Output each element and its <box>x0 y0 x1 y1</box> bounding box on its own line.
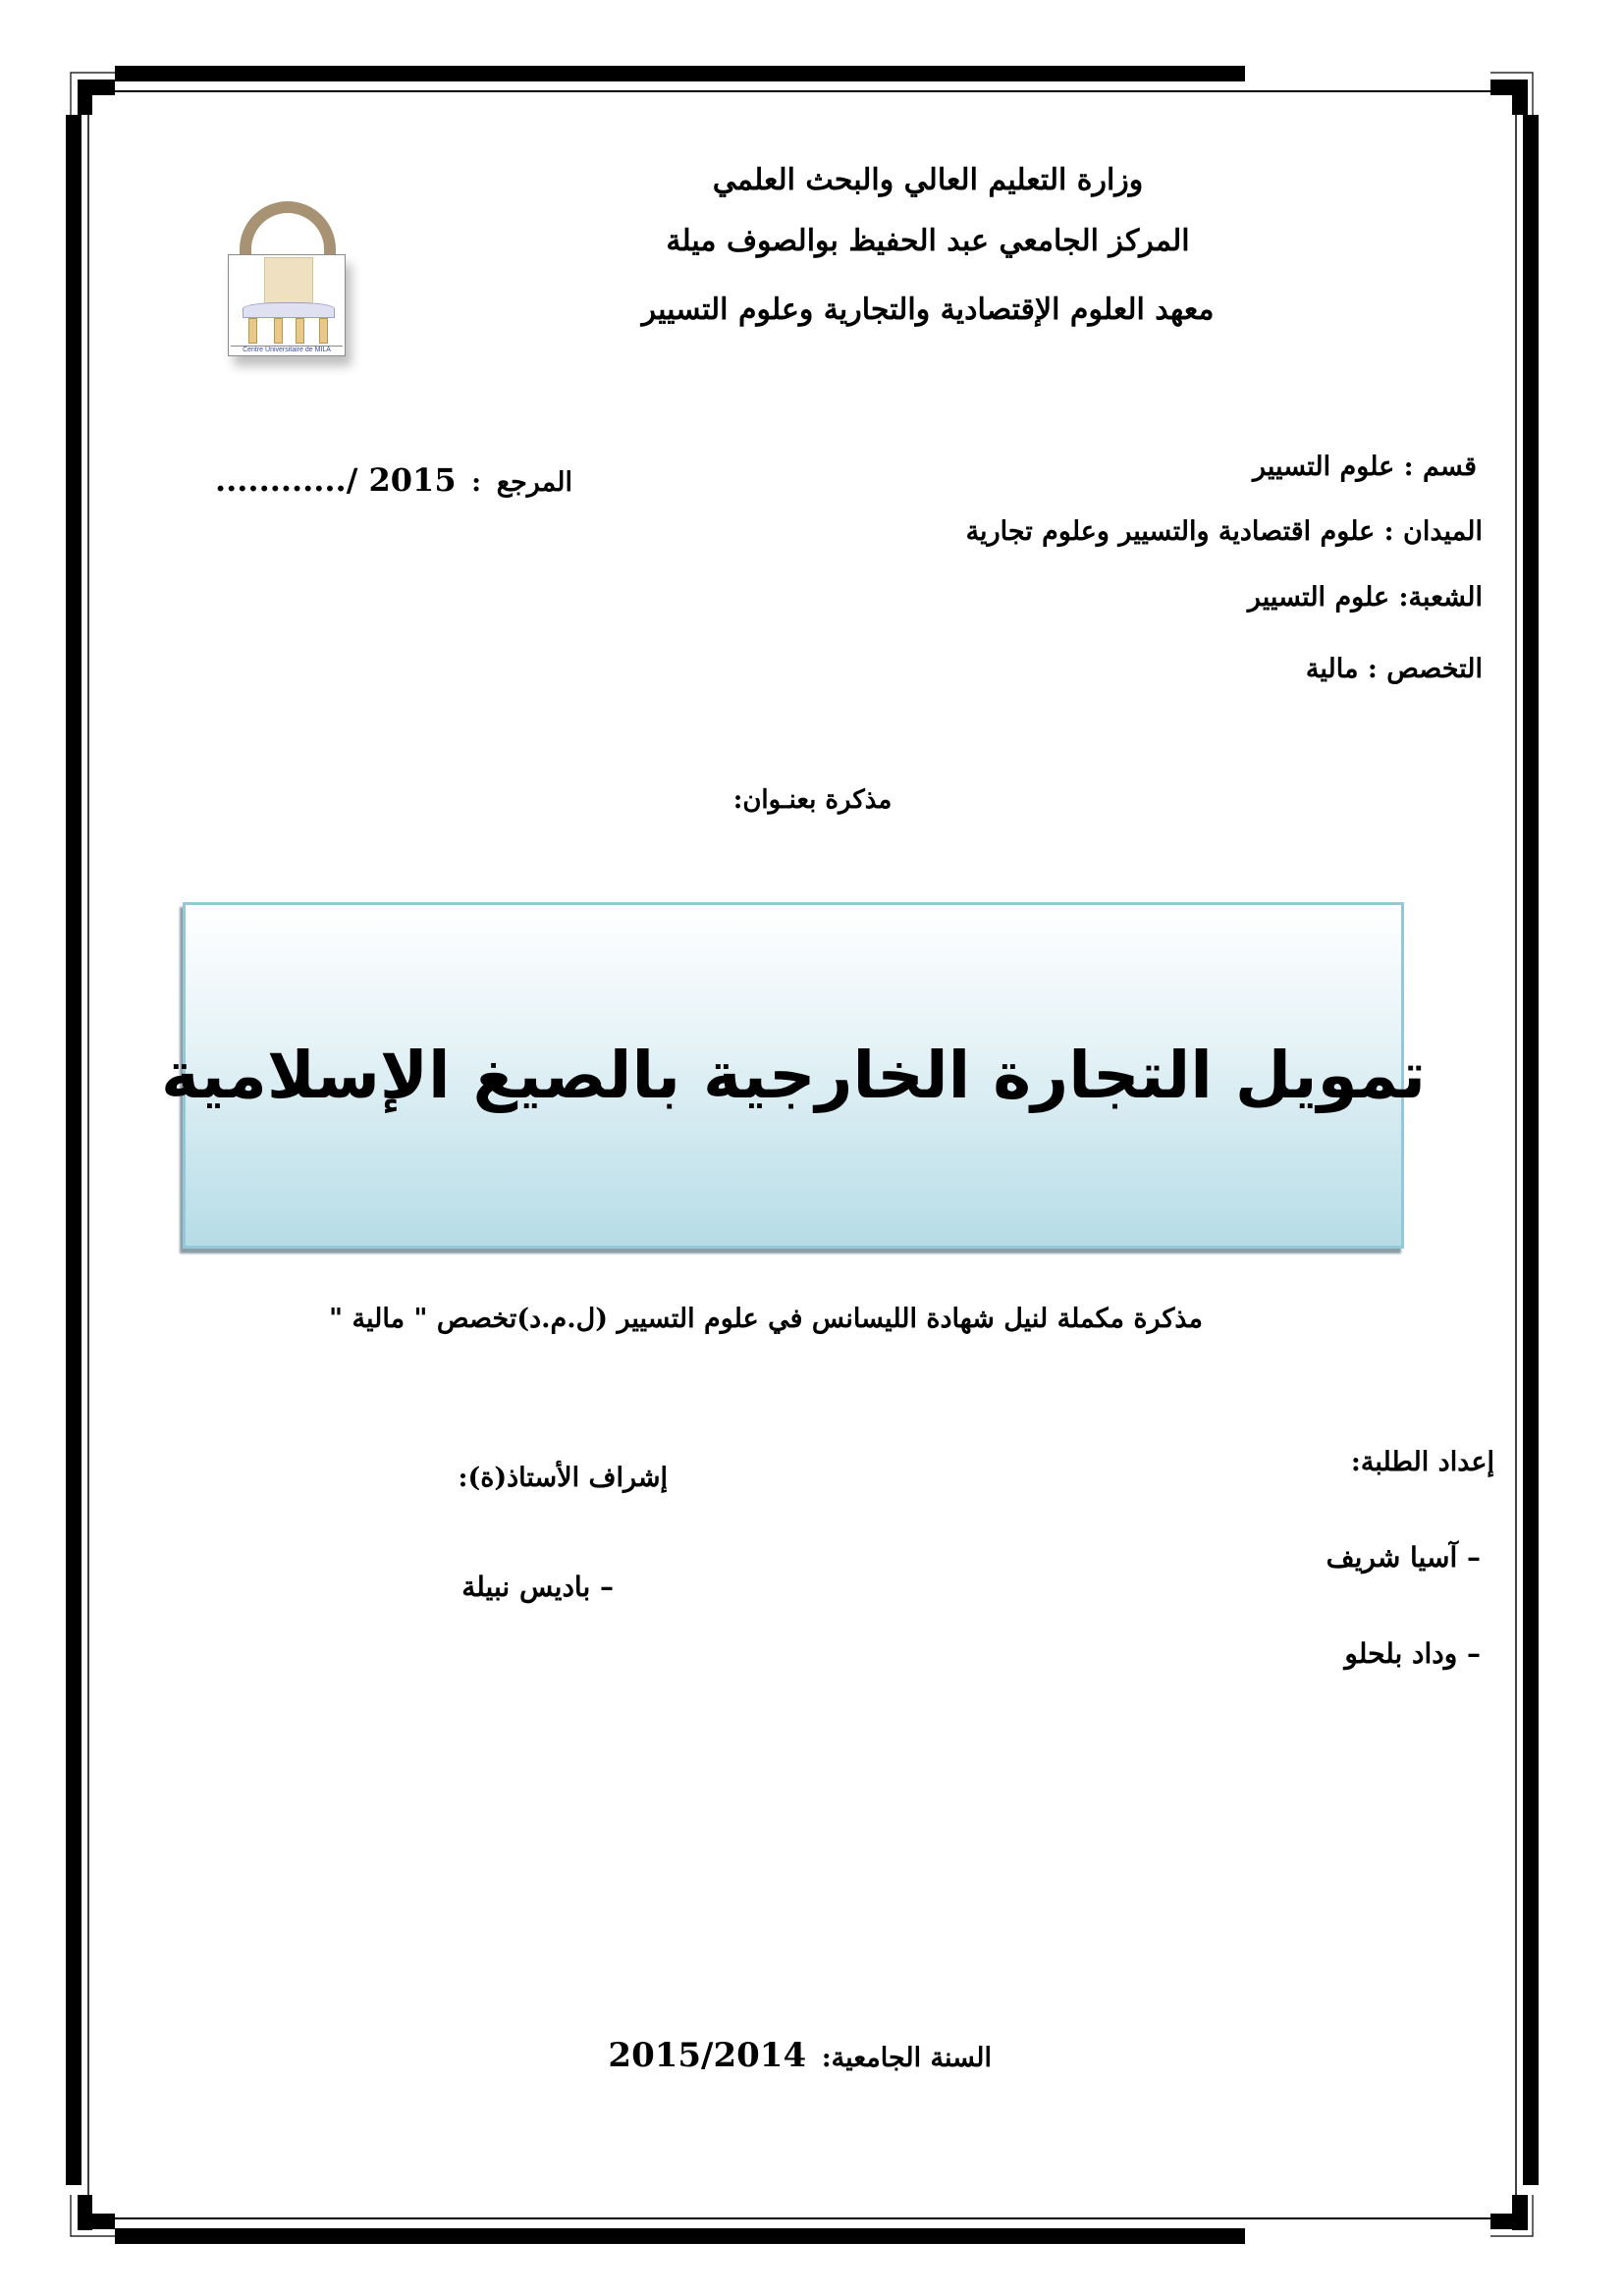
reference-label: المرجع <box>496 467 572 498</box>
logo-building-icon <box>264 257 313 306</box>
thesis-title-box <box>161 902 1426 1249</box>
reference-line <box>209 461 572 499</box>
logo-column-icon <box>296 318 304 344</box>
logo-column-icon <box>274 318 283 344</box>
thesis-description: مذكرة مكملة لنيل شهادة الليسانس في علوم التسيير (ل.م.د)تخصص " مالية " <box>329 1304 1203 1334</box>
logo-arch <box>240 201 336 260</box>
university-logo <box>224 201 352 358</box>
branch: الشعبة: علوم التسيير <box>1247 582 1483 613</box>
student-name: – وداد بلحلو <box>1344 1637 1481 1670</box>
specialty: التخصص : مالية <box>1305 654 1483 684</box>
thesis-title: تمويل التجارة الخارجية بالصيغ الإسلامية <box>161 1038 1426 1113</box>
logo-emblem <box>228 254 346 356</box>
supervisor-name: – باديس نبيلة <box>461 1571 614 1603</box>
logo-column-icon <box>248 318 257 344</box>
logo-label: Centre Universitaire de MILA <box>231 346 343 353</box>
reference-value: ............/ 2015 <box>215 461 457 499</box>
university-name: المركز الجامعي عبد الحفيظ بوالصوف ميلة <box>666 224 1190 258</box>
academic-year <box>604 2036 992 2075</box>
logo-book-icon <box>243 302 335 318</box>
ministry-name: وزارة التعليم العالي والبحث العلمي <box>712 163 1144 197</box>
department: قسم : علوم التسيير <box>1253 452 1477 482</box>
institute-name: معهد العلوم الإقتصادية والتجارية وعلوم التسيير <box>641 293 1215 327</box>
student-name: – آسيا شريف <box>1326 1541 1481 1574</box>
academic-year-value: 2015/2014 <box>608 2036 807 2075</box>
academic-year-label: السنة الجامعية: <box>821 2043 992 2073</box>
logo-column-icon <box>319 318 328 344</box>
field: الميدان : علوم اقتصادية والتسيير وعلوم تجارية <box>965 516 1483 547</box>
students-heading: إعداد الطلبة: <box>1350 1447 1494 1477</box>
thesis-titled-label: مذكرة بعنـوان: <box>732 785 893 815</box>
reference-separator: : <box>471 467 482 498</box>
supervisor-heading: إشراف الأستاذ(ة): <box>458 1463 668 1493</box>
